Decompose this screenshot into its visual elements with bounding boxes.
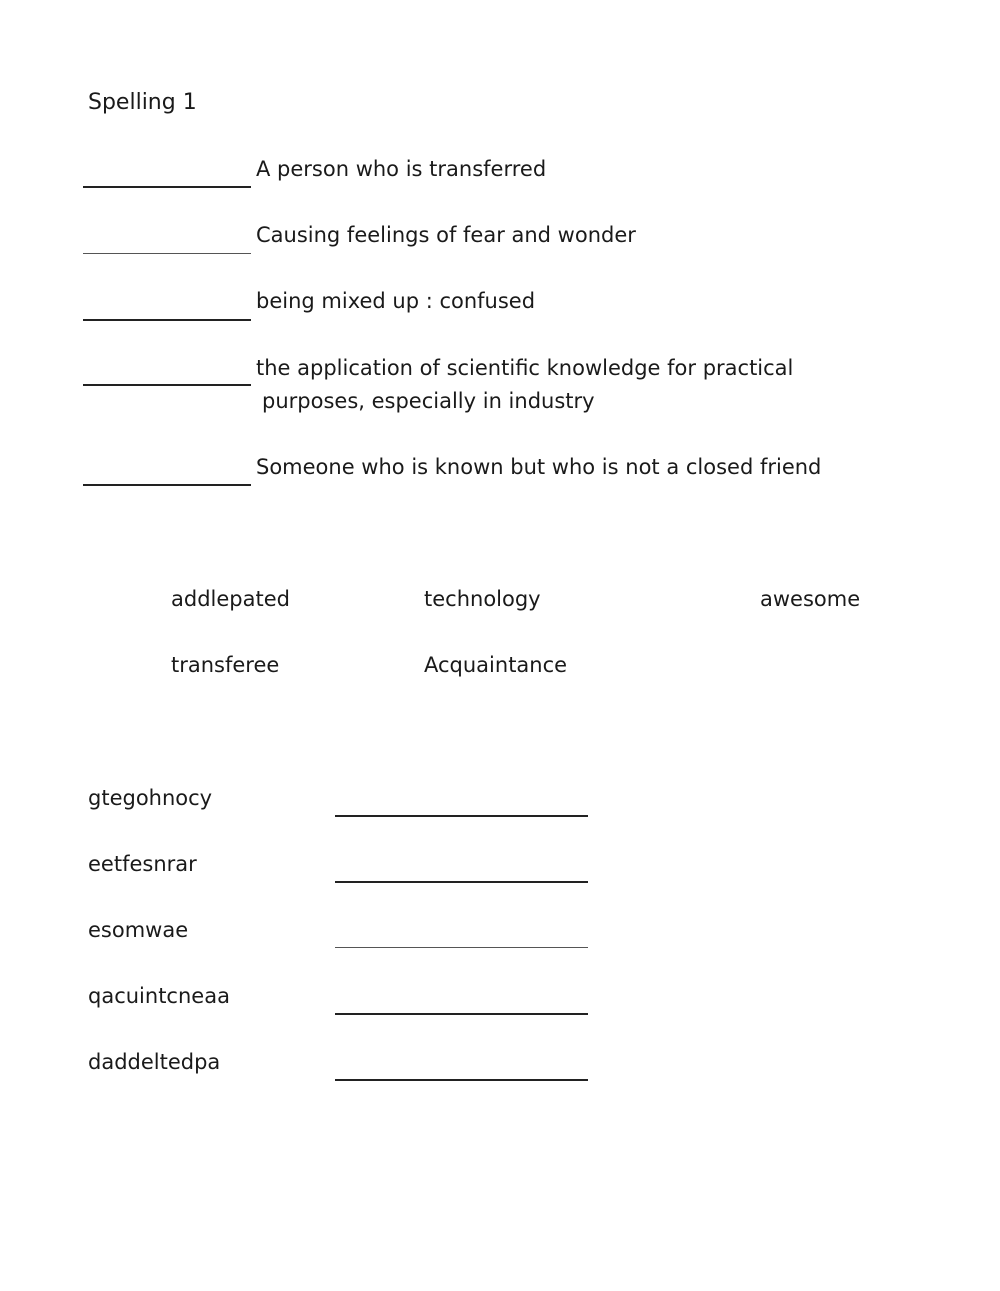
definition-4-line-2: purposes, especially in industry [262, 389, 595, 413]
definition-4-line-1: the application of scientific knowledge for practical [256, 356, 794, 380]
definition-2: Causing feelings of fear and wonder [256, 223, 636, 247]
scrambled-word-2: eetfesnrar [88, 852, 197, 876]
scrambled-word-4: qacuintcneaa [88, 984, 230, 1008]
answer-line-4[interactable] [335, 1013, 588, 1015]
definition-3: being mixed up : confused [256, 289, 536, 313]
answer-line-5[interactable] [335, 1079, 588, 1081]
answer-line-1[interactable] [335, 815, 588, 817]
word-bank-item: transferee [171, 653, 280, 677]
word-bank-item: addlepated [171, 587, 290, 611]
definition-blank-5[interactable] [83, 484, 251, 486]
definition-blank-4[interactable] [83, 384, 251, 386]
scrambled-word-3: esomwae [88, 918, 189, 942]
definition-blank-3[interactable] [83, 319, 251, 321]
word-bank-item: Acquaintance [424, 653, 568, 677]
definition-1: A person who is transferred [256, 157, 547, 181]
scrambled-word-5: daddeltedpa [88, 1050, 221, 1074]
scrambled-word-1: gtegohnocy [88, 786, 213, 810]
definition-blank-1[interactable] [83, 186, 251, 188]
answer-line-2[interactable] [335, 881, 588, 883]
word-bank-item: awesome [760, 587, 861, 611]
page-title: Spelling 1 [88, 90, 197, 115]
answer-line-3[interactable] [335, 947, 588, 948]
definition-5: Someone who is known but who is not a closed friend [256, 455, 822, 479]
definition-blank-2[interactable] [83, 253, 251, 254]
word-bank-item: technology [424, 587, 541, 611]
